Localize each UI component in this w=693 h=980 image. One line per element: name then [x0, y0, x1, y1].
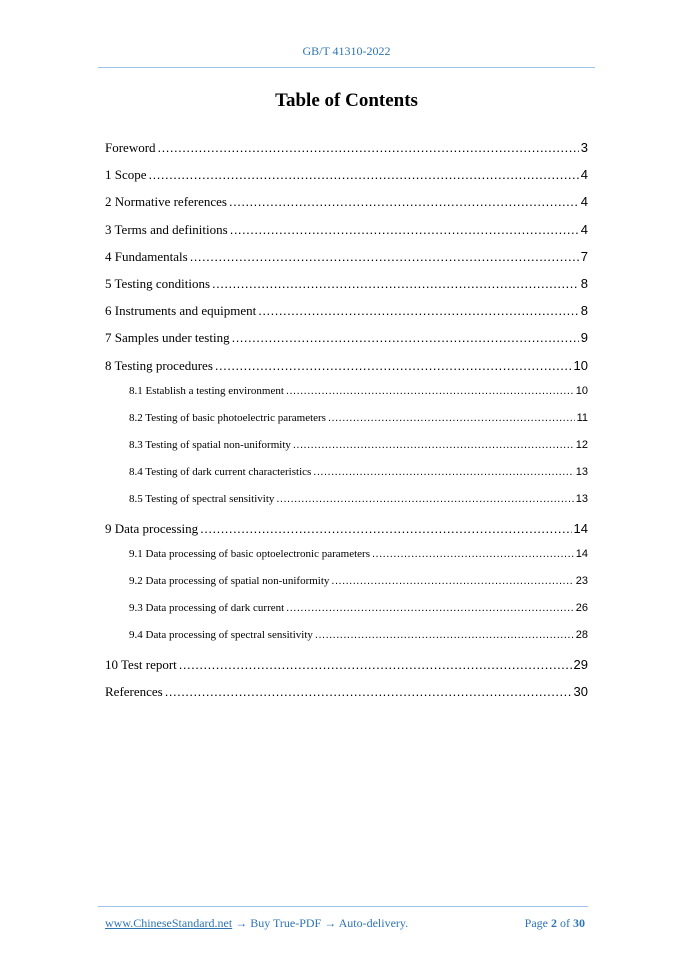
- toc-entry-page: 26: [575, 602, 588, 615]
- toc-entry-page: 8: [580, 275, 588, 291]
- toc-entry-label: 6 Instruments and equipment: [105, 303, 257, 319]
- toc-entry-page: 29: [573, 656, 588, 672]
- toc-entry-label: 3 Terms and definitions: [105, 221, 228, 237]
- toc-entry-label: 8.4 Testing of dark current characteristics: [129, 466, 312, 479]
- toc-leader-dots: [158, 140, 579, 155]
- toc-entry-label: 9.2 Data processing of spatial non-uniformity: [129, 575, 330, 587]
- toc-entry[interactable]: [105, 249, 588, 276]
- toc-leader-dots: [276, 493, 573, 505]
- toc-entry-page: 11: [576, 411, 588, 424]
- toc-entry[interactable]: [105, 412, 588, 439]
- toc-entry-page: 12: [575, 439, 588, 452]
- toc-entry-label: 2 Normative references: [105, 194, 227, 210]
- toc-leader-dots: [230, 222, 579, 237]
- delivery-text: Auto-delivery.: [338, 916, 409, 930]
- toc-entry[interactable]: [105, 657, 588, 684]
- toc-leader-dots: [190, 249, 579, 264]
- toc-leader-dots: [232, 330, 579, 345]
- toc-entry-label: 4 Fundamentals: [105, 248, 188, 264]
- toc-entry[interactable]: [105, 194, 588, 221]
- toc-entry-page: 4: [580, 194, 588, 210]
- toc-entry-page: 4: [580, 221, 588, 237]
- page-indicator: [525, 916, 585, 931]
- page-footer: [105, 916, 585, 931]
- toc-entry-page: 10: [573, 357, 588, 373]
- running-header: [0, 44, 693, 59]
- toc-entry-label: Foreword: [105, 140, 156, 155]
- toc-entry-label: 10 Test report: [105, 656, 177, 672]
- arrow-right-icon: →: [324, 916, 337, 930]
- toc-entry[interactable]: [105, 602, 588, 629]
- toc-entry[interactable]: [105, 629, 588, 656]
- page-total: 30: [573, 916, 585, 930]
- toc-leader-dots: [293, 439, 574, 451]
- toc-entry[interactable]: [105, 222, 588, 249]
- toc-entry-page: 14: [573, 520, 588, 536]
- toc-leader-dots: [372, 548, 574, 560]
- toc-entry[interactable]: [105, 140, 588, 167]
- toc-entry[interactable]: [105, 575, 588, 602]
- toc-entry-label: References: [105, 683, 163, 699]
- toc-entry[interactable]: [105, 521, 588, 548]
- toc-entry[interactable]: [105, 385, 588, 412]
- toc-leader-dots: [315, 629, 574, 641]
- toc-entry-page: 7: [580, 248, 588, 264]
- toc-entry[interactable]: [105, 684, 588, 711]
- toc-leader-dots: [286, 385, 574, 397]
- toc-entry-page: 30: [573, 683, 588, 699]
- toc-entry-page: 8: [580, 303, 588, 319]
- page-word: Page: [524, 916, 548, 930]
- toc-entry-page: 10: [575, 384, 588, 397]
- toc-entry-page: 9: [580, 330, 588, 346]
- standard-code: GB/T 41310-2022: [302, 44, 391, 58]
- toc-leader-dots: [212, 276, 579, 291]
- toc-entry[interactable]: [105, 303, 588, 330]
- toc-leader-dots: [229, 194, 579, 209]
- toc-entry-label: 9 Data processing: [105, 520, 199, 536]
- toc-entry-label: 5 Testing conditions: [105, 275, 211, 291]
- toc-leader-dots: [258, 303, 578, 318]
- toc-leader-dots: [179, 657, 572, 672]
- toc-leader-dots: [200, 521, 571, 536]
- toc-entry-page: 13: [575, 493, 588, 506]
- toc-entry[interactable]: [105, 330, 588, 357]
- header-divider: [98, 67, 595, 68]
- buy-link[interactable]: Buy True-PDF: [250, 916, 322, 930]
- toc-entry-label: 8.2 Testing of basic photoelectric parameters: [129, 411, 326, 424]
- toc-entry-label: 8 Testing procedures: [105, 357, 213, 373]
- toc-entry[interactable]: [105, 358, 588, 385]
- toc-entry[interactable]: [105, 548, 588, 575]
- toc-entry-label: 8.3 Testing of spatial non-uniformity: [129, 439, 291, 452]
- page-title: Table of Contents: [275, 90, 418, 111]
- toc-entry-page: 23: [575, 575, 588, 587]
- toc-entry-label: 9.3 Data processing of dark current: [129, 602, 285, 615]
- toc-entry-label: 9.4 Data processing of spectral sensitivity: [129, 629, 313, 642]
- toc-entry[interactable]: [105, 466, 588, 493]
- toc-entry[interactable]: [105, 493, 588, 520]
- toc-entry-page: 4: [580, 167, 588, 183]
- toc-entry-label: 9.1 Data processing of basic optoelectronic parameters: [129, 547, 370, 560]
- toc-entry[interactable]: [105, 439, 588, 466]
- toc-entry[interactable]: [105, 276, 588, 303]
- of-word: of: [560, 916, 570, 930]
- toc-entry-label: 7 Samples under testing: [105, 330, 230, 346]
- toc-entry-page: 3: [580, 140, 588, 155]
- toc-entry-label: 8.5 Testing of spectral sensitivity: [129, 493, 275, 506]
- toc-entry[interactable]: [105, 167, 588, 194]
- toc-entry-page: 28: [575, 629, 588, 642]
- toc-entry-label: 1 Scope: [105, 167, 147, 183]
- toc-leader-dots: [313, 466, 573, 478]
- toc-leader-dots: [328, 412, 575, 424]
- toc-leader-dots: [286, 602, 574, 614]
- arrow-right-icon: →: [235, 916, 248, 930]
- table-of-contents: [105, 140, 588, 711]
- toc-leader-dots: [331, 575, 573, 587]
- toc-entry-page: 13: [575, 466, 588, 479]
- footer-divider: [98, 906, 588, 907]
- page-current: 2: [551, 916, 557, 930]
- toc-entry-page: 14: [575, 547, 588, 560]
- footer-links: [105, 916, 408, 931]
- toc-leader-dots: [149, 167, 579, 182]
- toc-entry-label: 8.1 Establish a testing environment: [129, 384, 284, 397]
- toc-leader-dots: [165, 684, 572, 699]
- toc-leader-dots: [215, 358, 572, 373]
- site-link[interactable]: www.ChineseStandard.net: [105, 916, 233, 930]
